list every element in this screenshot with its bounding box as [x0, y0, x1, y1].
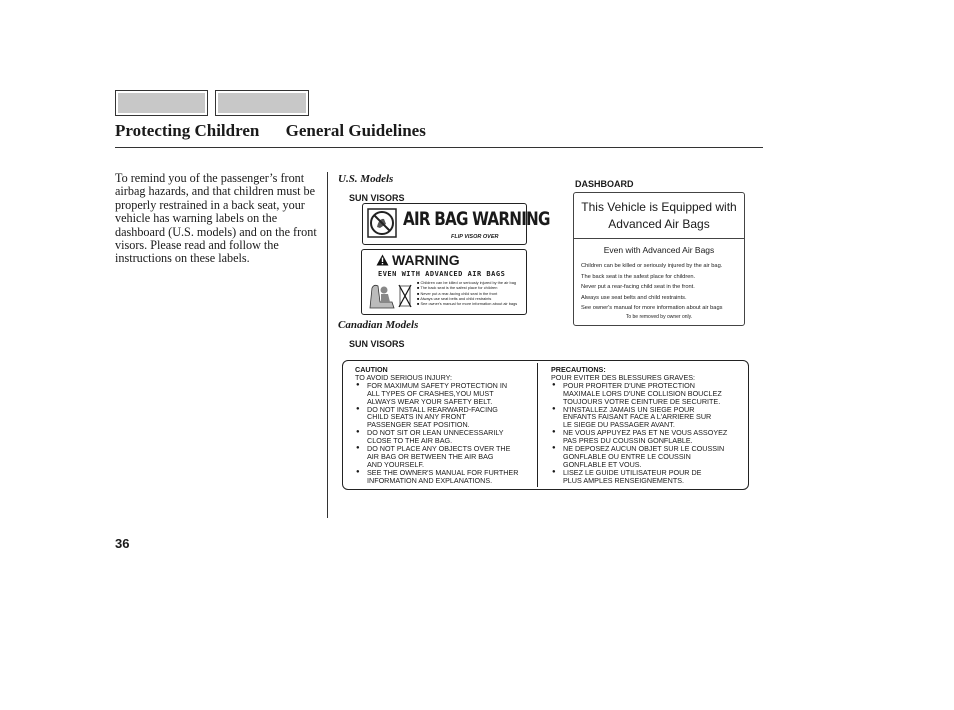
- canadian-caution-label: [342, 360, 749, 490]
- english-intro: TO AVOID SERIOUS INJURY:: [355, 372, 453, 382]
- language-divider: [537, 363, 538, 487]
- dashboard-sign-divider: [574, 238, 744, 239]
- warning-triangle-icon: [376, 254, 389, 266]
- french-intro: POUR EVITER DES BLESSURES GRAVES:: [551, 372, 696, 382]
- dashboard-label: DASHBOARD: [575, 179, 634, 189]
- warning-heading: WARNING: [392, 252, 460, 268]
- canadian-sun-visors-label: SUN VISORS: [349, 339, 405, 349]
- dashboard-item: The back seat is the safest place for children.: [581, 273, 696, 280]
- english-item: ● SEE THE OWNER'S MANUAL FOR FURTHER INFORMATION AND EXPLANATIONS.: [355, 469, 518, 485]
- nav-tab-next[interactable]: [215, 90, 309, 116]
- english-item: ● DO NOT PLACE ANY OBJECTS OVER THE AIR BAG OR BETWEEN THE AIR BAG AND YOURSELF.: [355, 445, 518, 469]
- dashboard-item: Never put a rear-facing child seat in the front.: [581, 284, 695, 290]
- dashboard-sign-footer: To be removed by owner only.: [625, 314, 693, 320]
- english-item: ● DO NOT SIT OR LEAN UNNECESSARILY CLOSE TO THE AIR BAG.: [355, 429, 518, 445]
- child-seat-illustration-icon: [366, 280, 416, 310]
- warning-list: [417, 280, 525, 306]
- warning-subheading: EVEN WITH ADVANCED AIR BAGS: [378, 270, 506, 278]
- french-item: ● NE DEPOSEZ AUCUN OBJET SUR LE COUSSIN GONFLABLE OU ENTRE LE COUSSIN GONFLABLE ET VOUS.: [551, 445, 727, 469]
- dashboard-title-line1: This Vehicle is Equipped with: [581, 200, 737, 214]
- warning-label: [361, 249, 527, 315]
- body-paragraph: To remind you of the passenger’s front airbag hazards, and that children must be properly restrained in a back seat, your vehicle has warning labels on the dashboard (U.S. models) and on the front visors. Please read and follow the instructions on these labels.: [115, 171, 317, 266]
- flip-visor-text: FLIP VISOR OVER: [451, 234, 499, 240]
- dashboard-sign-title: [574, 199, 744, 233]
- english-item: ● DO NOT INSTALL REARWARD-FACING CHILD SEATS IN ANY FRONT PASSENGER SEAT POSITION.: [355, 406, 518, 430]
- warning-item: ■ See owner's manual for more information about air bags: [417, 301, 525, 306]
- us-sun-visors-label: SUN VISORS: [349, 193, 405, 203]
- airbag-warning-title: AIR BAG WARNING: [403, 208, 550, 230]
- warning-item: ■ Always use seat belts and child restraints: [417, 296, 525, 301]
- nav-tab-previous[interactable]: [115, 90, 208, 116]
- canadian-models-heading: Canadian Models: [338, 319, 419, 331]
- dashboard-item: Children can be killed or seriously injured by the air bag.: [581, 263, 723, 269]
- dashboard-item: Always use seat belts and child restraints.: [581, 294, 687, 301]
- page-number: 36: [115, 536, 130, 551]
- french-item: ● POUR PROFITER D'UNE PROTECTION MAXIMALE LORS D'UNE COLLISION BOUCLEZ TOUJOURS VOTRE CEINTURE DE SECURITE.: [551, 382, 727, 406]
- warning-item: ■ Never put a rear-facing child seat in the front: [417, 291, 525, 296]
- dashboard-sign-list: [581, 261, 722, 314]
- dashboard-sign: [573, 192, 745, 326]
- english-column: [355, 366, 518, 485]
- dashboard-item: See owner's manual for more information about air bags: [581, 305, 723, 311]
- page-header: [115, 121, 448, 141]
- airbag-warning-label: [362, 203, 550, 245]
- french-item: ● NE VOUS APPUYEZ PAS ET NE VOUS ASSOYEZ PAS PRES DU COUSSIN GONFLABLE.: [551, 429, 727, 445]
- dashboard-sign-subtitle: Even with Advanced Air Bags: [603, 245, 715, 255]
- french-column: [551, 366, 727, 485]
- warning-item: ■ Children can be killed or seriously injured by the air bag: [417, 280, 525, 285]
- no-child-seat-icon: [367, 208, 397, 238]
- english-item: ● FOR MAXIMUM SAFETY PROTECTION IN ALL TYPES OF CRASHES,YOU MUST ALWAYS WEAR YOUR SAFETY BELT.: [355, 382, 518, 406]
- english-heading: CAUTION: [355, 365, 388, 374]
- header-rule: [115, 147, 763, 148]
- dashboard-title-line2: Advanced Air Bags: [608, 217, 710, 231]
- column-divider: [327, 172, 328, 518]
- french-heading: PRECAUTIONS:: [551, 365, 606, 374]
- french-item: ● LISEZ LE GUIDE UTILISATEUR POUR DE PLUS AMPLES RENSEIGNEMENTS.: [551, 469, 727, 485]
- section-subtitle: General Guidelines: [285, 121, 426, 140]
- section-title: Protecting Children: [115, 121, 260, 140]
- warning-item: ■ The back seat is the safest place for children: [417, 285, 525, 290]
- french-item: ● N'INSTALLEZ JAMAIS UN SIEGE POUR ENFANTS FAISANT FACE A L'ARRIERE SUR LE SIEGE DU PASSAGER AVANT.: [551, 406, 727, 430]
- us-models-heading: U.S. Models: [338, 173, 394, 185]
